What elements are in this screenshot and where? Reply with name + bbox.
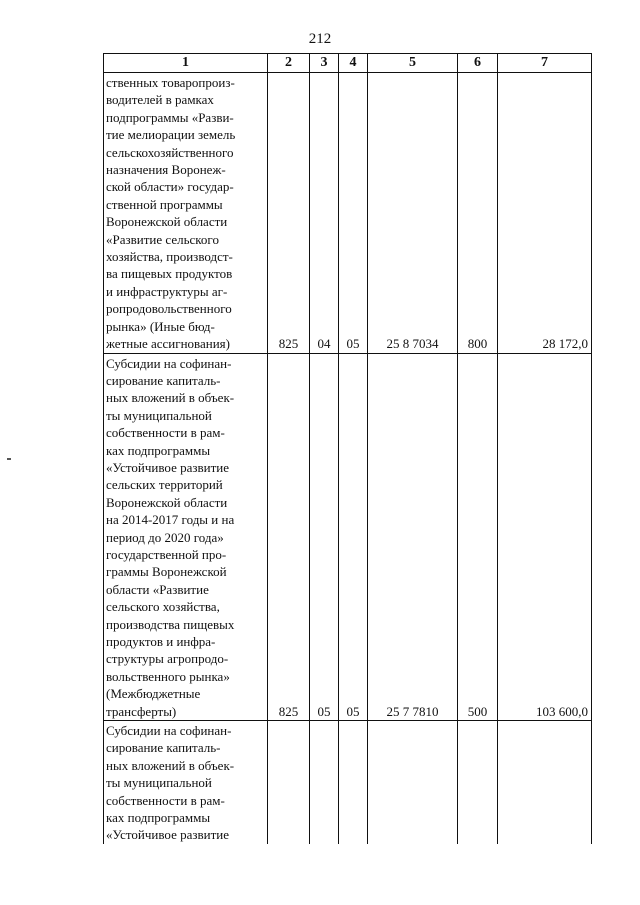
cell-ministry-code: [268, 721, 310, 844]
cell-expense-type: [458, 721, 498, 844]
cell-target-article: 25 8 7034: [368, 73, 458, 354]
description-line: продуктов и инфра-: [106, 634, 216, 649]
row-description: [104, 353, 268, 721]
description-line: сельского хозяйства,: [106, 599, 220, 615]
description-line: (Межбюджетные: [106, 686, 201, 702]
description-line: ты муниципальной: [106, 775, 212, 791]
cell-subsection: 05: [339, 353, 368, 721]
description-line: ных вложений в объек-: [106, 390, 235, 406]
description-line: жетные ассигнования): [106, 336, 230, 352]
cell-amount: 28 172,0: [498, 73, 592, 354]
header-col-7: 7: [498, 54, 592, 73]
description-line: Субсидии на софинан-: [106, 355, 232, 371]
description-line: подпрограммы «Разви-: [106, 109, 234, 125]
description-line: сирование капиталь-: [106, 372, 221, 388]
header-col-4: 4: [339, 54, 368, 73]
description-line: ропродовольственного: [106, 301, 232, 317]
description-line: собственности в рам-: [106, 425, 225, 441]
cell-amount: [498, 721, 592, 844]
page-number: 212: [308, 31, 332, 47]
description-line: ва пищевых продуктов: [106, 266, 233, 282]
description-line: и инфраструктуры аг-: [106, 283, 228, 299]
cell-subsection: 05: [339, 73, 368, 354]
cell-expense-type: 500: [458, 353, 498, 721]
cell-subsection: [339, 721, 368, 844]
description-line: области «Развитие: [106, 581, 209, 597]
description-line: сельских территорий: [106, 477, 223, 493]
description-line: водителей в рамках: [106, 92, 214, 108]
description-line: Субсидии на софинан-: [106, 723, 232, 739]
description-line: ты муниципальной: [106, 407, 212, 423]
description-line: на 2014-2017 годы и на: [106, 512, 235, 528]
header-col-3: 3: [310, 54, 339, 73]
cell-section: 05: [310, 353, 339, 721]
description-line: сельскохозяйственного: [106, 144, 234, 160]
description-line: «Устойчивое развитие: [106, 827, 230, 843]
description-line: ках подпрограммы: [106, 442, 211, 458]
header-row: [104, 54, 592, 73]
description-line: ных вложений в объек-: [106, 757, 235, 773]
description-line: сирование капиталь-: [106, 740, 221, 756]
table-row: [104, 721, 592, 844]
row-description: [104, 721, 268, 844]
cell-ministry-code: 825: [268, 73, 310, 354]
row-description: [104, 73, 268, 354]
cell-target-article: [368, 721, 458, 844]
description-line: хозяйства, производст-: [106, 249, 233, 265]
description-line: «Развитие сельского: [106, 231, 219, 247]
description-line: «Устойчивое развитие: [106, 459, 230, 475]
description-line: трансферты): [106, 703, 177, 719]
description-line: Воронежской области: [106, 494, 228, 510]
description-line: ках подпрограммы: [106, 810, 211, 826]
description-line: собственности в рам-: [106, 792, 225, 808]
description-line: Воронежской области: [106, 214, 228, 230]
description-line: период до 2020 года»: [106, 529, 224, 545]
description-line: структуры агропродо-: [106, 651, 229, 667]
cell-ministry-code: 825: [268, 353, 310, 721]
header-col-6: 6: [458, 54, 498, 73]
description-line: граммы Воронежской: [106, 564, 227, 580]
description-line: ской области» государ-: [106, 179, 234, 195]
budget-table: [103, 53, 592, 844]
cell-expense-type: 800: [458, 73, 498, 354]
header-col-1: 1: [104, 54, 268, 73]
description-line: ственных товаропроиз-: [106, 75, 235, 90]
cell-section: [310, 721, 339, 844]
description-line: вольственного рынка»: [106, 668, 230, 684]
table-row: [104, 353, 592, 721]
description-line: производства пищевых: [106, 616, 235, 632]
scan-mark: [7, 458, 11, 460]
cell-amount: 103 600,0: [498, 353, 592, 721]
header-col-2: 2: [268, 54, 310, 73]
description-line: тие мелиорации земель: [106, 127, 236, 143]
cell-target-article: 25 7 7810: [368, 353, 458, 721]
description-line: государственной про-: [106, 546, 227, 562]
cell-section: 04: [310, 73, 339, 354]
table-row: [104, 73, 592, 354]
description-line: рынка» (Иные бюд-: [106, 318, 215, 334]
description-line: назначения Воронеж-: [106, 162, 226, 178]
header-col-5: 5: [368, 54, 458, 73]
description-line: ственной программы: [106, 196, 223, 212]
